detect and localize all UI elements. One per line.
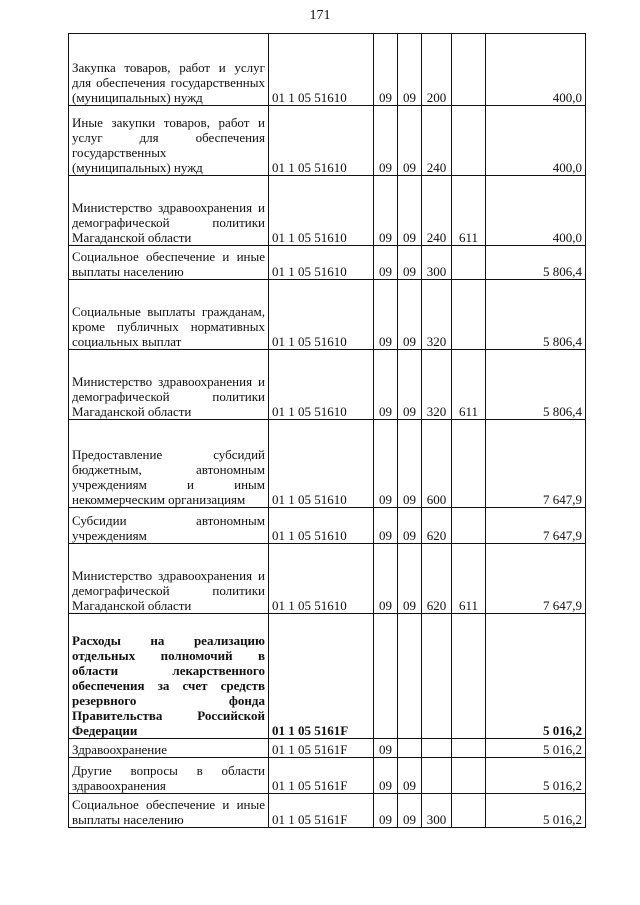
amount-cell: 5 806,4 <box>486 350 586 420</box>
administrator-code-cell <box>452 106 486 176</box>
section-code-cell: 09 <box>374 34 398 106</box>
administrator-code-cell <box>452 34 486 106</box>
row-name-cell: Министерство здравоохранения и демографической политики Магаданской области <box>69 350 269 420</box>
amount-cell: 7 647,9 <box>486 508 586 544</box>
administrator-code-cell <box>452 508 486 544</box>
section-code-cell: 09 <box>374 246 398 280</box>
table-row <box>69 508 586 544</box>
expense-type-cell: 200 <box>422 34 452 106</box>
row-name-cell: Министерство здравоохранения и демографической политики Магаданской области <box>69 176 269 246</box>
amount-cell: 5 016,2 <box>486 614 586 739</box>
table-row <box>69 34 586 106</box>
row-name-cell: Министерство здравоохранения и демографической политики Магаданской области <box>69 544 269 614</box>
subsection-code-cell: 09 <box>398 544 422 614</box>
expense-type-cell: 300 <box>422 246 452 280</box>
section-code-cell <box>374 614 398 739</box>
amount-cell: 400,0 <box>486 106 586 176</box>
target-code-cell: 01 1 05 51610 <box>269 246 374 280</box>
administrator-code-cell <box>452 246 486 280</box>
expense-type-cell <box>422 758 452 794</box>
amount-cell: 400,0 <box>486 34 586 106</box>
subsection-code-cell: 09 <box>398 794 422 828</box>
target-code-cell: 01 1 05 51610 <box>269 508 374 544</box>
subsection-code-cell: 09 <box>398 106 422 176</box>
table-row <box>69 246 586 280</box>
amount-cell: 7 647,9 <box>486 420 586 508</box>
row-name-cell: Иные закупки товаров, работ и услуг для обеспечения государственных (муниципальных) нужд <box>69 106 269 176</box>
target-code-cell: 01 1 05 51610 <box>269 420 374 508</box>
subsection-code-cell: 09 <box>398 34 422 106</box>
expense-type-cell: 320 <box>422 350 452 420</box>
target-code-cell: 01 1 05 5161F <box>269 794 374 828</box>
target-code-cell: 01 1 05 51610 <box>269 350 374 420</box>
subsection-code-cell: 09 <box>398 758 422 794</box>
row-name-cell: Социальные выплаты гражданам, кроме публичных нормативных социальных выплат <box>69 280 269 350</box>
row-name-cell: Социальное обеспечение и иные выплаты населению <box>69 246 269 280</box>
amount-cell: 5 016,2 <box>486 758 586 794</box>
section-code-cell: 09 <box>374 280 398 350</box>
table-row <box>69 794 586 828</box>
row-name-cell: Закупка товаров, работ и услуг для обеспечения государственных (муниципальных) нужд <box>69 34 269 106</box>
table-row <box>69 280 586 350</box>
section-code-cell: 09 <box>374 508 398 544</box>
section-code-cell: 09 <box>374 758 398 794</box>
expense-type-cell: 300 <box>422 794 452 828</box>
table-row <box>69 758 586 794</box>
administrator-code-cell <box>452 280 486 350</box>
amount-cell: 400,0 <box>486 176 586 246</box>
subsection-code-cell: 09 <box>398 350 422 420</box>
subsection-code-cell: 09 <box>398 280 422 350</box>
subsection-code-cell: 09 <box>398 176 422 246</box>
section-code-cell: 09 <box>374 739 398 758</box>
section-code-cell: 09 <box>374 420 398 508</box>
administrator-code-cell: 611 <box>452 350 486 420</box>
expense-type-cell: 240 <box>422 106 452 176</box>
administrator-code-cell <box>452 758 486 794</box>
expense-type-cell: 600 <box>422 420 452 508</box>
target-code-cell: 01 1 05 51610 <box>269 280 374 350</box>
section-code-cell: 09 <box>374 350 398 420</box>
amount-cell: 5 016,2 <box>486 739 586 758</box>
amount-cell: 7 647,9 <box>486 544 586 614</box>
target-code-cell: 01 1 05 5161F <box>269 614 374 739</box>
target-code-cell: 01 1 05 51610 <box>269 544 374 614</box>
table-row <box>69 544 586 614</box>
row-name-cell: Субсидии автономным учреждениям <box>69 508 269 544</box>
target-code-cell: 01 1 05 5161F <box>269 739 374 758</box>
expense-type-cell <box>422 739 452 758</box>
target-code-cell: 01 1 05 51610 <box>269 34 374 106</box>
table-row <box>69 350 586 420</box>
amount-cell: 5 806,4 <box>486 280 586 350</box>
section-code-cell: 09 <box>374 176 398 246</box>
expense-type-cell: 620 <box>422 508 452 544</box>
expense-type-cell: 320 <box>422 280 452 350</box>
administrator-code-cell <box>452 794 486 828</box>
subsection-code-cell <box>398 739 422 758</box>
table-row <box>69 420 586 508</box>
administrator-code-cell: 611 <box>452 176 486 246</box>
administrator-code-cell <box>452 614 486 739</box>
administrator-code-cell: 611 <box>452 544 486 614</box>
section-code-cell: 09 <box>374 544 398 614</box>
target-code-cell: 01 1 05 5161F <box>269 758 374 794</box>
table-row <box>69 739 586 758</box>
budget-table <box>68 33 586 828</box>
row-name-cell: Расходы на реализацию отдельных полномочий в области лекарственного обеспечения за счет средств резервного фонда Правительства Российской Федерации <box>69 614 269 739</box>
amount-cell: 5 016,2 <box>486 794 586 828</box>
page-number: 171 <box>309 8 331 23</box>
row-name-cell: Здравоохранение <box>69 739 269 758</box>
amount-cell: 5 806,4 <box>486 246 586 280</box>
target-code-cell: 01 1 05 51610 <box>269 106 374 176</box>
table-row <box>69 106 586 176</box>
subsection-code-cell: 09 <box>398 508 422 544</box>
section-code-cell: 09 <box>374 106 398 176</box>
table-row <box>69 176 586 246</box>
subsection-code-cell: 09 <box>398 420 422 508</box>
expense-type-cell: 620 <box>422 544 452 614</box>
administrator-code-cell <box>452 420 486 508</box>
target-code-cell: 01 1 05 51610 <box>269 176 374 246</box>
administrator-code-cell <box>452 739 486 758</box>
section-code-cell: 09 <box>374 794 398 828</box>
expense-type-cell: 240 <box>422 176 452 246</box>
expense-type-cell <box>422 614 452 739</box>
subsection-code-cell <box>398 614 422 739</box>
row-name-cell: Социальное обеспечение и иные выплаты населению <box>69 794 269 828</box>
row-name-cell: Другие вопросы в области здравоохранения <box>69 758 269 794</box>
subsection-code-cell: 09 <box>398 246 422 280</box>
table-row <box>69 614 586 739</box>
row-name-cell: Предоставление субсидий бюджетным, автономным учреждениям и иным некоммерческим организациям <box>69 420 269 508</box>
table-body <box>69 34 586 828</box>
